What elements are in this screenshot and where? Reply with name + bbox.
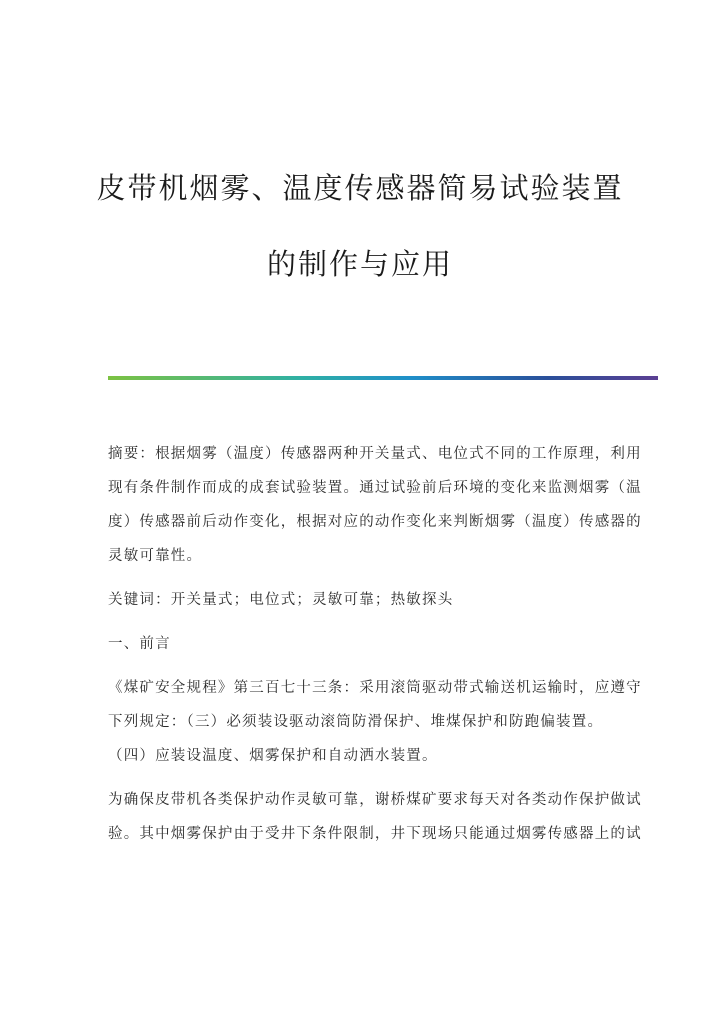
regulation-line: （四）应装设温度、烟雾保护和自动洒水装置。 bbox=[108, 748, 438, 764]
title-divider bbox=[108, 376, 658, 380]
abstract-line: 摘要：根据烟雾（温度）传感器两种开关量式、电位式不同的工作原理，利用 bbox=[108, 446, 642, 462]
document-body bbox=[108, 437, 642, 851]
abstract bbox=[108, 437, 642, 573]
intro-paragraph bbox=[108, 783, 642, 851]
document-title-line-1: 皮带机烟雾、温度传感器简易试验装置 bbox=[96, 171, 624, 205]
intro-line: 为确保皮带机各类保护动作灵敏可靠，谢桥煤矿要求每天对各类动作保护做试 bbox=[108, 792, 642, 808]
abstract-line: 现有条件制作而成的成套试验装置。通过试验前后环境的变化来监测烟雾（温 bbox=[108, 480, 642, 496]
keywords: 关键词：开关量式；电位式；灵敏可靠；热敏探头 bbox=[108, 592, 454, 608]
abstract-line: 灵敏可靠性。 bbox=[108, 548, 203, 564]
document-title-line-2: 的制作与应用 bbox=[266, 247, 453, 281]
regulation-quote bbox=[108, 671, 642, 773]
section-heading: 一、前言 bbox=[108, 636, 171, 652]
regulation-line: 《煤矿安全规程》第三百七十三条：采用滚筒驱动带式输送机运输时，应遵守 bbox=[108, 680, 642, 696]
intro-line: 验。其中烟雾保护由于受井下条件限制，井下现场只能通过烟雾传感器上的试 bbox=[108, 826, 642, 842]
regulation-line: 下列规定：（三）必须装设驱动滚筒防滑保护、堆煤保护和防跑偏装置。 bbox=[108, 714, 604, 730]
abstract-line: 度）传感器前后动作变化，根据对应的动作变化来判断烟雾（温度）传感器的 bbox=[108, 514, 642, 530]
